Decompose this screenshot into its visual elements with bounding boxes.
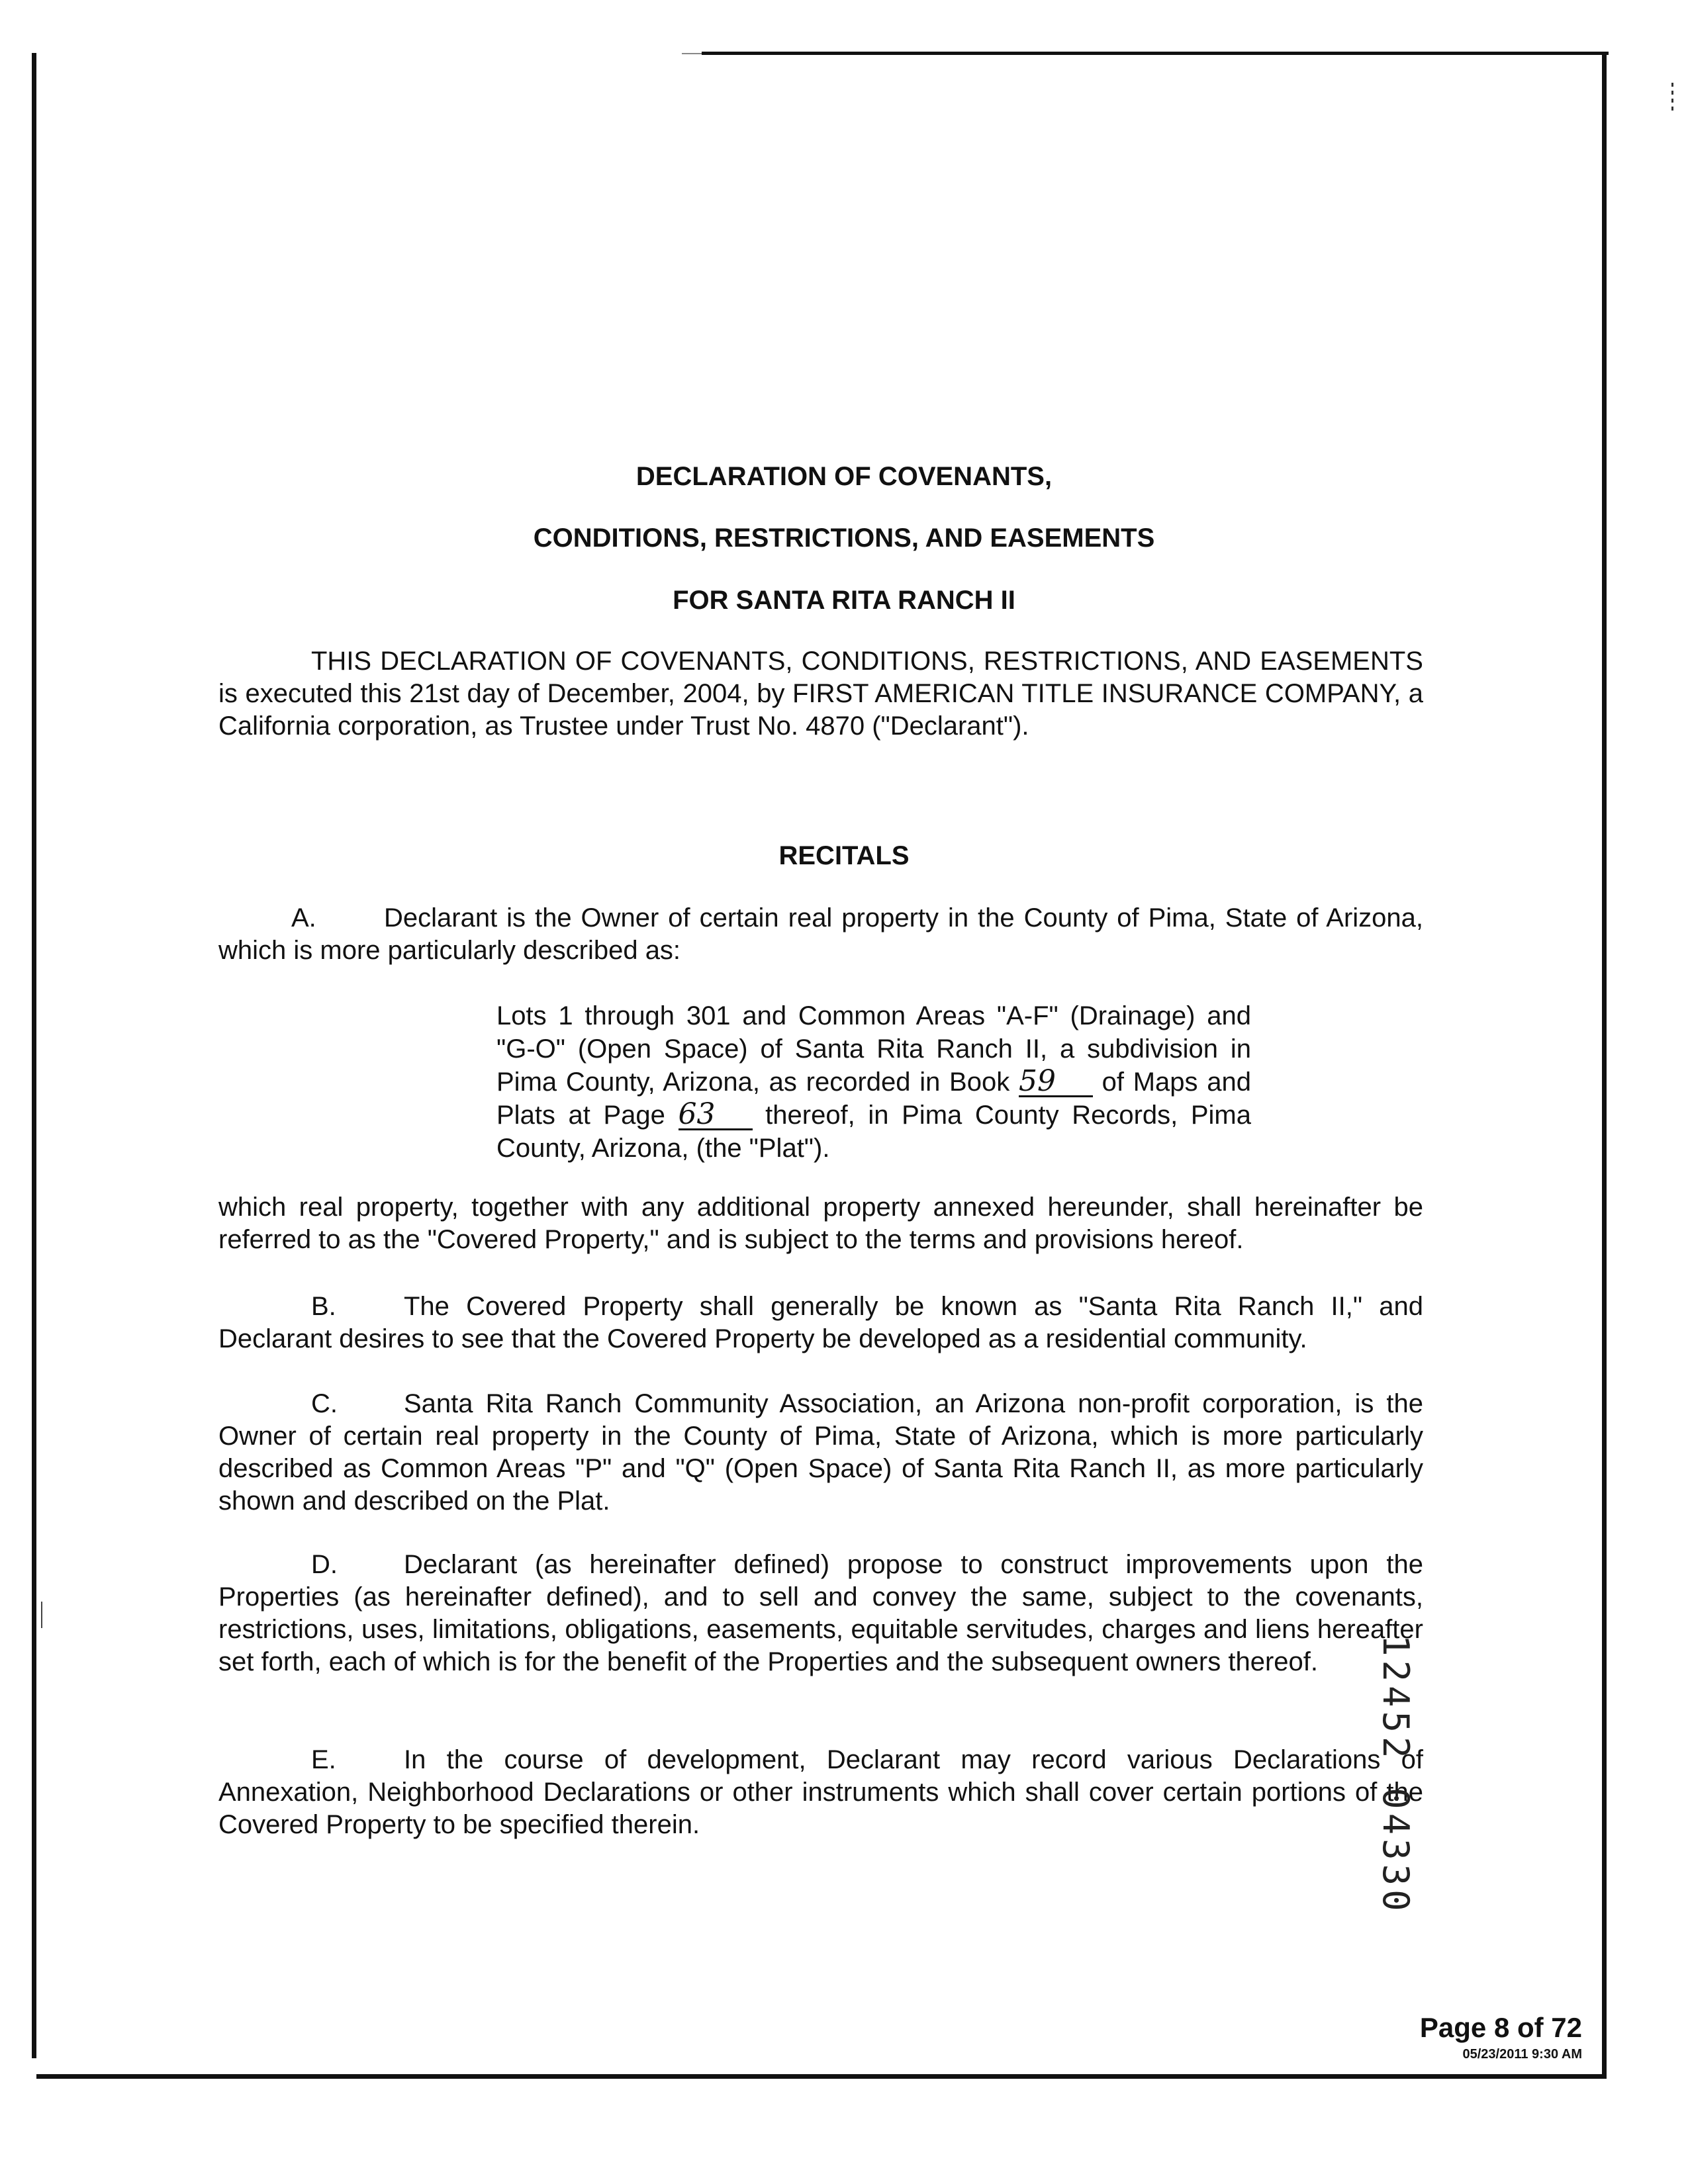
recital-c-text: Santa Rita Ranch Community Association, an Arizona non-profit corporation, is the Owner of certain real property in the County of Pima, State of Arizona, which is more particularly described as Common Areas "P" and "Q" (Open Space) of Santa Rita Ranch II, as more particularly shown and described on the Plat. [218,1389,1423,1516]
recitals-heading: RECITALS [778,841,910,870]
recital-b-letter: B. [311,1292,336,1321]
recital-e-letter: E. [311,1745,336,1774]
recital-e-text: In the course of development, Declarant may record various Declarations of Annexation, Neighborhood Declarations or other instruments which shall cover certain portions of the Covered Property to be specified therein. [218,1745,1423,1839]
recital-a-letter: A. [291,903,316,933]
legal-description-part-2: of Maps and Plats at Page [496,1068,1251,1130]
recital-d [218,1549,1423,1678]
legal-description-paragraph [496,999,1251,1165]
recital-b [218,1291,1423,1355]
handwritten-book-number: 59 [1019,1068,1093,1097]
recital-a [218,902,1423,967]
legal-description [496,999,1251,1165]
recital-c-paragraph [218,1388,1423,1518]
recital-e [218,1744,1423,1841]
recital-a-text: Declarant is the Owner of certain real property in the County of Pima, State of Arizona, which is more particularly described as: [218,903,1423,965]
recital-d-paragraph [218,1549,1423,1678]
legal-description-part-3: thereof, in Pima County Records, Pima County, Arizona, (the "Plat"). [496,1101,1251,1163]
recital-a-paragraph [218,902,1423,967]
document-title-line-3: FOR SANTA RITA RANCH II [673,586,1015,615]
scan-border-left [32,53,36,2058]
scan-edge-mark-left [41,1602,42,1628]
recital-b-paragraph [218,1291,1423,1355]
recital-e-paragraph [218,1744,1423,1841]
recital-d-text: Declarant (as hereinafter defined) propose to construct improvements upon the Properties (as hereinafter defined), and to sell and convey the same, subject to the covenants, restrictions, uses, limitations, obligations, easements, equitable servitudes, charges and liens hereafter set forth, each of which is for the benefit of the Properties and the subsequent owners thereof. [218,1550,1423,1676]
scan-border-bottom [36,2074,1607,2079]
document-title-line-2: CONDITIONS, RESTRICTIONS, AND EASEMENTS [533,523,1155,553]
recording-number-stamp: 12452 04330 [1375,1635,1417,1915]
page-number: Page 8 of 72 [1419,2012,1582,2043]
intro-block [218,645,1423,743]
recital-c-letter: C. [311,1389,338,1418]
scan-border-top [702,52,1609,55]
recital-d-letter: D. [311,1550,338,1579]
scan-border-top-faint [682,53,702,54]
continuation-paragraph: which real property, together with any additional property annexed hereunder, shall hereinafter be referred to as the "Covered Property," and is subject to the terms and provisions hereof. [218,1193,1423,1254]
legal-description-part-1: Lots 1 through 301 and Common Areas "A-F" (Drainage) and "G-O" (Open Space) of Santa Rita Ranch II, a subdivision in Pima County, Arizona, as recorded in Book [496,1001,1251,1097]
continuation-block [218,1191,1423,1256]
handwritten-page-number: 63 [679,1101,753,1130]
recital-b-text: The Covered Property shall generally be known as "Santa Rita Ranch II," and Declarant desires to see that the Covered Property be developed as a residential community. [218,1292,1423,1353]
scan-edge-mark [1671,83,1673,113]
print-timestamp: 05/23/2011 9:30 AM [1462,2047,1582,2062]
document-title-line-1: DECLARATION OF COVENANTS, [635,462,1053,491]
intro-paragraph: THIS DECLARATION OF COVENANTS, CONDITIONS, RESTRICTIONS, AND EASEMENTS is executed this 21st day of December, 2004, by FIRST AMERICAN TITLE INSURANCE COMPANY, a California corporation, as Trustee under Trust No. 4870 ("Declarant"). [218,647,1423,741]
scan-border-right [1602,53,1607,2078]
recital-c [218,1388,1423,1518]
